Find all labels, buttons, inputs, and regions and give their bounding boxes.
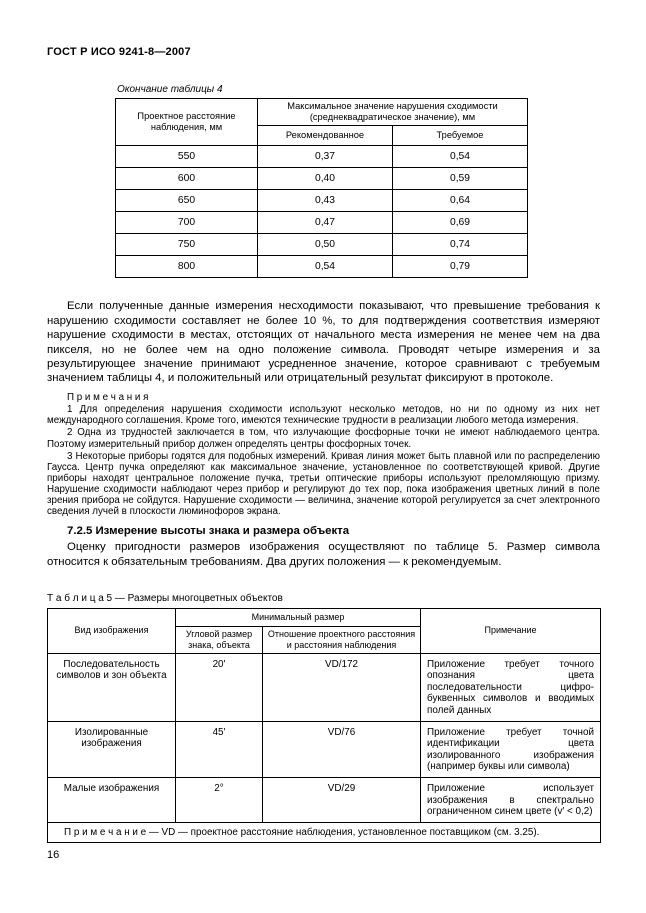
image-type-cell: Последовательность символов и зон объекта xyxy=(48,653,176,721)
required-cell: 0,64 xyxy=(393,190,528,212)
recommended-cell: 0,40 xyxy=(258,168,393,190)
table-row xyxy=(116,234,528,256)
table-row xyxy=(116,146,528,168)
image-type-cell: Изолированные изображения xyxy=(48,721,176,777)
distance-cell: 700 xyxy=(116,212,258,234)
recommended-cell: 0,43 xyxy=(258,190,393,212)
section-heading-7-2-5: 7.2.5 Измерение высоты знака и размера объекта xyxy=(67,525,350,538)
distance-cell: 750 xyxy=(116,234,258,256)
recommended-cell: 0,50 xyxy=(258,234,393,256)
recommended-cell: 0,54 xyxy=(258,256,393,278)
table4-subheader-required: Требуемое xyxy=(393,126,528,146)
table5-caption: Т а б л и ц а 5 — Размеры многоцветных объектов xyxy=(47,593,283,604)
remark-cell: Приложение использует изображения в спектрально ограниченном синем цвете (v′ < 0,2) xyxy=(421,777,601,822)
remark-cell: Приложение требует точной идентификации цвета изолированного изображения (например буквы или символа) xyxy=(421,721,601,777)
table4-block xyxy=(115,84,527,278)
table-row xyxy=(116,168,528,190)
recommended-cell: 0,37 xyxy=(258,146,393,168)
ratio-cell: VD/29 xyxy=(263,777,421,822)
distance-cell: 550 xyxy=(116,146,258,168)
notes-title: П р и м е ч а н и я xyxy=(67,391,149,403)
table4-header-group: Максимальное значение нарушения сходимости (среднеквадратическое значение), мм xyxy=(258,99,528,126)
table5-subheader-angular-size: Угловой размер знака, объекта xyxy=(176,627,263,654)
table5-subheader-distance-ratio: Отношение проектного расстояния и расстояния наблюдения xyxy=(263,627,421,654)
required-cell: 0,59 xyxy=(393,168,528,190)
table-row xyxy=(48,653,601,721)
table5-header-remark: Примечание xyxy=(421,609,601,654)
table4-caption: Окончание таблицы 4 xyxy=(117,84,223,95)
angular-size-cell: 2° xyxy=(176,777,263,822)
table5-header-image-type: Вид изображения xyxy=(48,609,176,654)
table-row xyxy=(48,721,601,777)
remark-cell: Приложение требует точного опознания цвета последовательности цифро-буквенных символов и вводимых полей данных xyxy=(421,653,601,721)
recommended-cell: 0,47 xyxy=(258,212,393,234)
ratio-cell: VD/172 xyxy=(263,653,421,721)
table4-header-row xyxy=(116,99,528,126)
required-cell: 0,79 xyxy=(393,256,528,278)
table4 xyxy=(115,98,528,278)
table-row xyxy=(48,777,601,822)
paragraph-size-evaluation: Оценку пригодности размеров изображения осуществляют по таблице 5. Размер символа относится к обязательным требованиям. Два других положения — к рекомендуемым. xyxy=(47,541,600,568)
note-1: 1 Для определения нарушения сходимости используют несколько методов, но ни по одному из них нет международного соглашения. Кроме того, имеются технические трудности в реализации любого метода измерения. xyxy=(47,404,600,427)
angular-size-cell: 20' xyxy=(176,653,263,721)
distance-cell: 600 xyxy=(116,168,258,190)
required-cell: 0,69 xyxy=(393,212,528,234)
table-row xyxy=(116,256,528,278)
notes-block xyxy=(47,392,600,517)
table5 xyxy=(47,608,601,843)
distance-cell: 650 xyxy=(116,190,258,212)
image-type-cell: Малые изображения xyxy=(48,777,176,822)
page-number: 16 xyxy=(47,849,60,861)
table5-header-min-size: Минимальный размер xyxy=(176,609,421,627)
distance-cell: 800 xyxy=(116,256,258,278)
table-row xyxy=(116,212,528,234)
note-3: 3 Некоторые приборы годятся для подобных измерений. Кривая линия может быть плавной или по распределению Гаусса. Центр пучка определяют как максимальное значение, установленное по соответствующей кривой. Другие приборы находят центральное положение пучка, третьи оптические приборы используют преломляющую призму. Нарушение сходимости наблюдают через прибор и регулируют до тех пор, пока изображения цветных линий в поле зрения прибора не сойдутся. Нарушение сходимости — величина, значение которой регулируется за счет электронного сведения лучей в плоскости люминофоров экрана. xyxy=(47,450,600,518)
table4-subheader-recommended: Рекомендованное xyxy=(258,126,393,146)
document-header: ГОСТ Р ИСО 9241-8—2007 xyxy=(47,46,191,58)
table5-header-row xyxy=(48,609,601,627)
angular-size-cell: 45' xyxy=(176,721,263,777)
table4-header-distance: Проектное расстояние наблюдения, мм xyxy=(116,99,258,146)
note-2: 2 Одна из трудностей заключается в том, что излучающие фосфорные точки не имеют наблюдаемого центра. Поэтому измерительный прибор должен определять центры фосфорных точек. xyxy=(47,427,600,450)
required-cell: 0,54 xyxy=(393,146,528,168)
required-cell: 0,74 xyxy=(393,234,528,256)
table-note-row xyxy=(48,822,601,843)
table5-note: П р и м е ч а н и е — VD — проектное расстояние наблюдения, установленное поставщиком (см. 3.25). xyxy=(48,822,601,843)
table-row xyxy=(116,190,528,212)
paragraph-convergence-measurement: Если полученные данные измерения несходимости показывают, что превышение требования к нарушению сходимости составляет не более 10 %, то для подтверждения соответствия измеряют нарушение сходимости в местах, отстоящих от начального места измерения не менее чем на два пикселя, но не более чем на одно положение символа. Проводят четыре измерения и за результирующее значение принимают усредненное значение, которое сравнивают с требуемым значением таблицы 4, и положительный или отрицательный результат фиксируют в протоколе. xyxy=(47,300,600,385)
ratio-cell: VD/76 xyxy=(263,721,421,777)
